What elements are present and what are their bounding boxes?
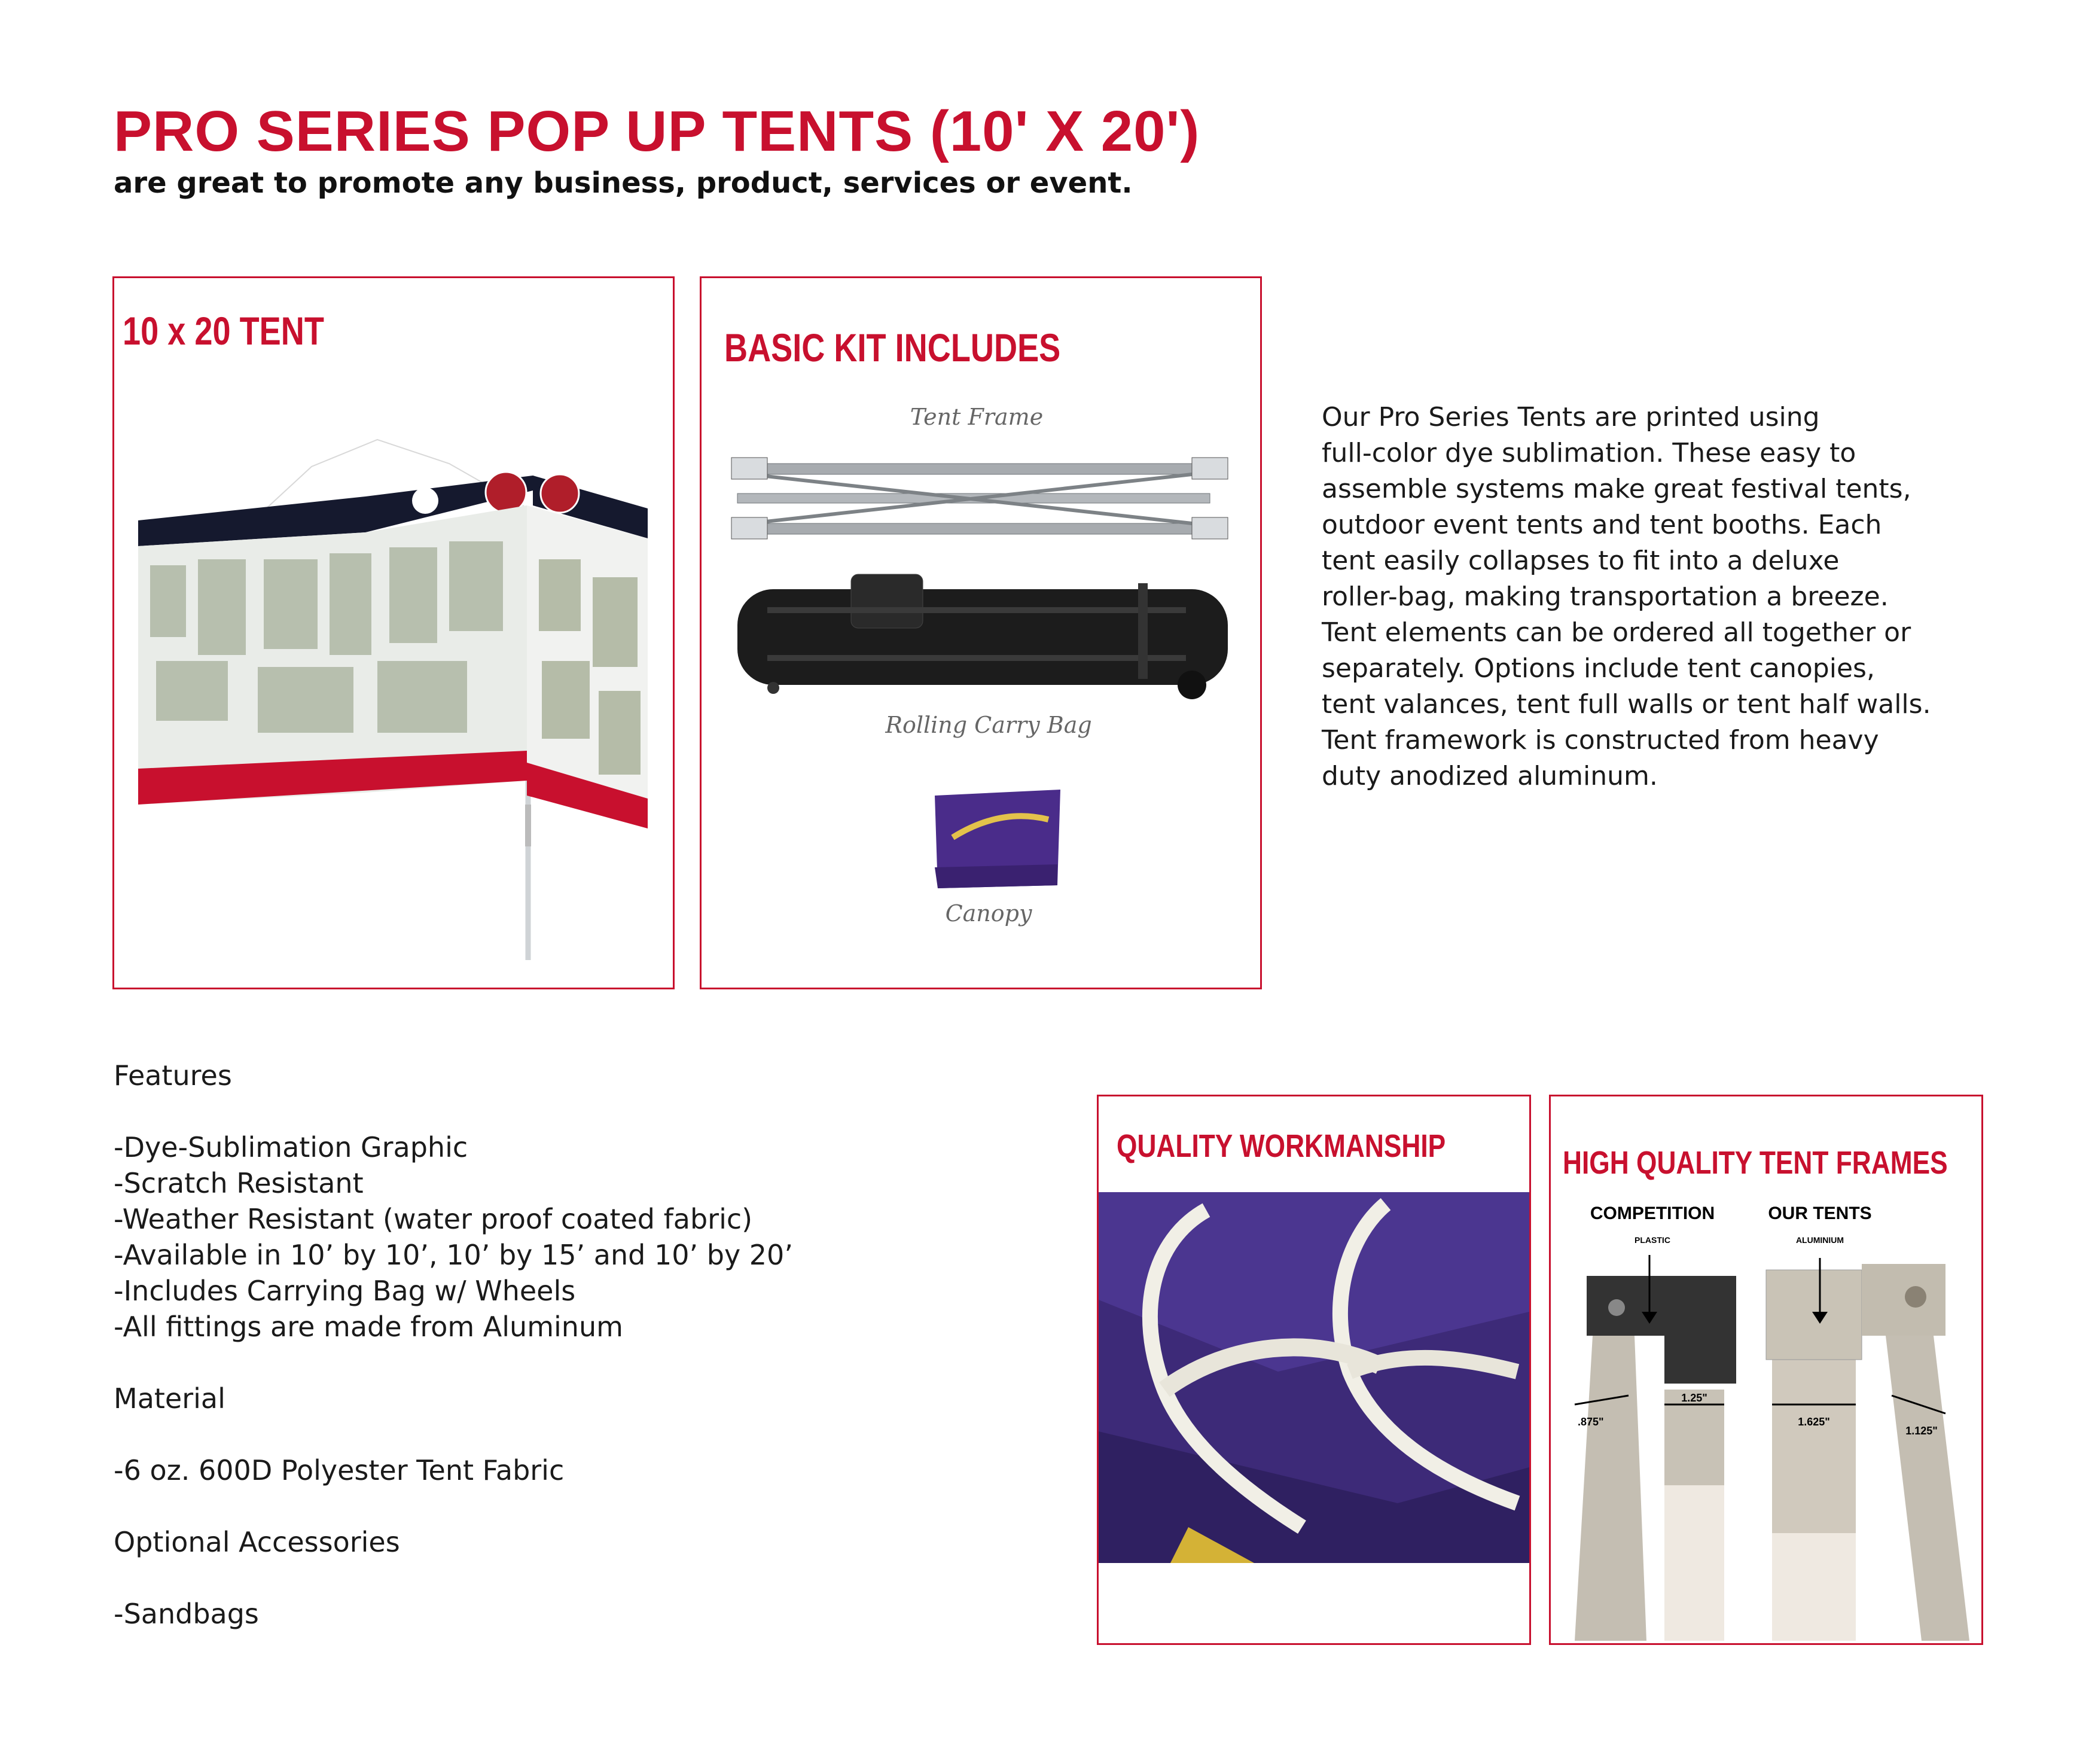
tent-frame-image [725,446,1240,559]
feature-item: -Scratch Resistant [114,1167,364,1199]
description-line: assemble systems make great festival tents, [1322,474,1911,504]
frame-comparison-image [1551,1198,1981,1641]
feature-item: -Includes Carrying Bag w/ Wheels [114,1275,576,1307]
page-title: PRO SERIES POP UP TENTS (10' X 20') [114,99,1200,163]
canopy-caption: Canopy [945,900,1032,927]
description-line: tent valances, tent full walls or tent half walls. [1322,689,1931,720]
material-item: -6 oz. 600D Polyester Tent Fabric [114,1454,565,1486]
our-tents-label: OUR TENTS [1768,1204,1872,1223]
dimension-label: 1.125" [1905,1425,1938,1437]
description-line: Our Pro Series Tents are printed using [1322,402,1820,432]
accessory-item: -Sandbags [114,1598,259,1630]
carry-bag-caption: Rolling Carry Bag [885,712,1092,738]
description-line: separately. Options include tent canopies, [1322,653,1875,684]
kit-panel-title: BASIC KIT INCLUDES [724,325,1061,370]
material-heading: Material [114,1382,225,1415]
fabric-seam-image [1099,1192,1529,1563]
dimension-label: 1.25" [1681,1392,1707,1404]
frames-panel [1549,1095,1983,1645]
carry-bag-image [725,571,1240,703]
accessories-heading: Optional Accessories [114,1526,400,1558]
page-subtitle: are great to promote any business, product, services or event. [114,166,1133,200]
kit-panel [700,276,1262,989]
feature-item: -Dye-Sublimation Graphic [114,1131,468,1163]
description-line: outdoor event tents and tent booths. Each [1322,510,1882,540]
description-line: Tent framework is constructed from heavy [1322,725,1879,755]
description-line: duty anodized aluminum. [1322,761,1658,791]
dimension-label: 1.625" [1798,1416,1830,1428]
tent-panel [112,276,675,989]
feature-item: -All fittings are made from Aluminum [114,1311,623,1343]
quality-panel [1097,1095,1531,1645]
feature-item: -Available in 10’ by 10’, 10’ by 15’ and 10’ by 20’ [114,1239,793,1271]
description-line: Tent elements can be ordered all together or [1322,617,1911,648]
tent-frame-caption: Tent Frame [910,404,1044,430]
aluminium-label: ALUMINIUM [1795,1235,1844,1245]
canopy-image [929,784,1066,891]
dimension-label: .875" [1578,1416,1604,1428]
frames-panel-title: HIGH QUALITY TENT FRAMES [1563,1145,1948,1181]
description-line: roller-bag, making transportation a breeze. [1322,581,1889,612]
description-line: tent easily collapses to fit into a deluxe [1322,546,1840,576]
description-line: full-color dye sublimation. These easy to [1322,438,1856,468]
quality-panel-title: QUALITY WORKMANSHIP [1117,1128,1446,1164]
tent-panel-title: 10 x 20 TENT [123,309,324,353]
tent-image [114,410,673,960]
plastic-label: PLASTIC [1635,1235,1670,1245]
product-description [1322,400,2009,794]
spec-list [114,1058,1011,1632]
competition-label: COMPETITION [1590,1204,1715,1223]
feature-item: -Weather Resistant (water proof coated fabric) [114,1203,753,1235]
features-heading: Features [114,1059,232,1092]
